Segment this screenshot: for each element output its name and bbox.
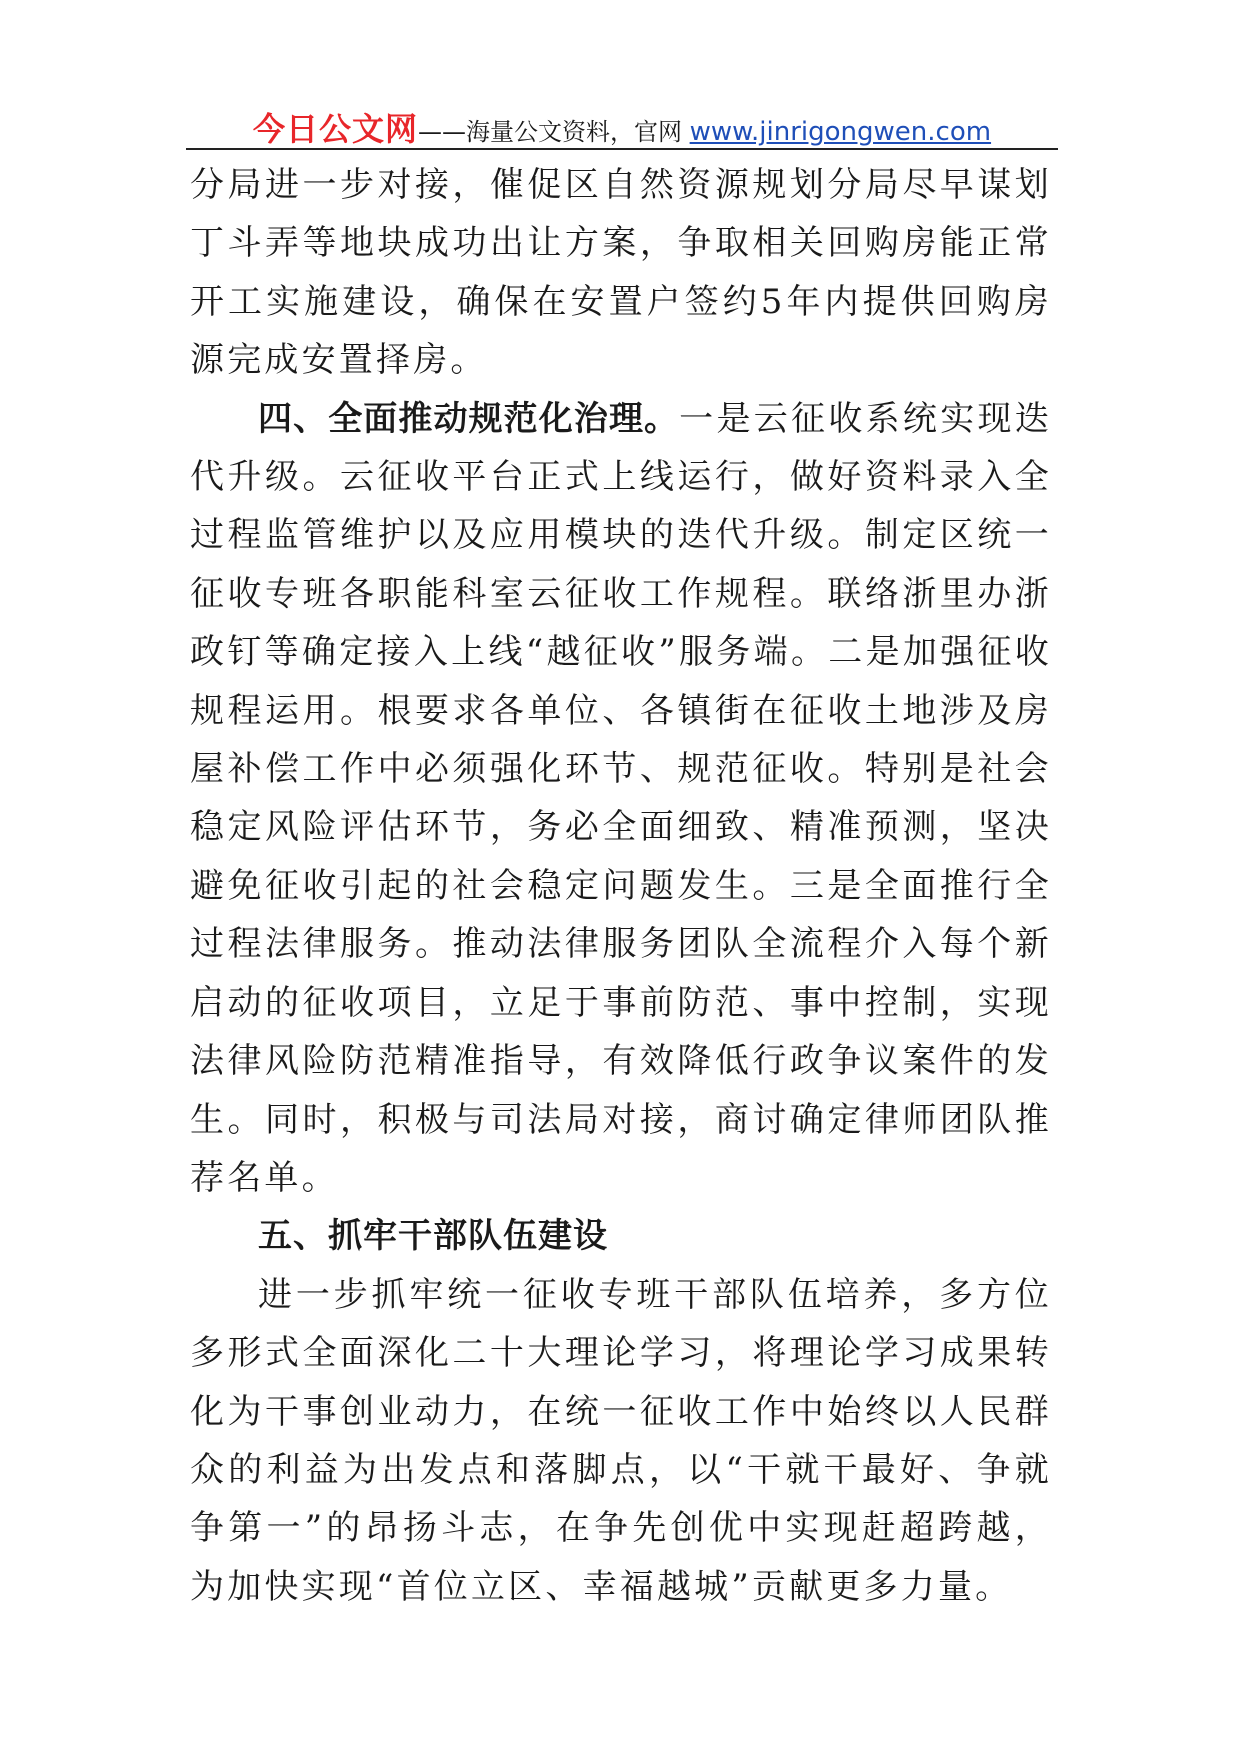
document-body (190, 156, 1052, 1616)
paragraph-continuation: 分局进一步对接，催促区自然资源规划分局尽早谋划丁斗弄等地块成功出让方案，争取相关回购房能正常开工实施建设，确保在安置户签约5年内提供回购房源完成安置择房。 (190, 165, 1052, 381)
page-header (186, 104, 1058, 150)
section-five-heading: 五、抓牢干部队伍建设 (258, 1216, 608, 1257)
site-brand: 今日公文网 (252, 110, 418, 148)
site-url-link[interactable]: www.jinrigongwen.com (689, 117, 992, 147)
paragraph-section-five-heading (190, 1207, 1052, 1265)
header-tagline: 海量公文资料，官网 (465, 118, 690, 146)
header-separator: —— (417, 118, 466, 146)
section-four-body: 一是云征收系统实现迭代升级。云征收平台正式上线运行，做好资料录入全过程监管维护以及应用模块的迭代升级。制定区统一征收专班各职能科室云征收工作规程。联络浙里办浙政钉等确定接入上线“越征收”服务端。二是加强征收规程运用。根要求各单位、各镇街在征收土地涉及房屋补偿工作中必须强化环节、规范征收。特别是社会稳定风险评估环节，务必全面细致、精准预测，坚决避免征收引起的社会稳定问题发生。三是全面推行全过程法律服务。推动法律服务团队全流程介入每个新启动的征收项目，立足于事前防范、事中控制，实现法律风险防范精准指导，有效降低行政争议案件的发生。同时，积极与司法局对接，商讨确定律师团队推荐名单。 (190, 398, 1053, 1198)
section-four-heading: 四、全面推动规范化治理。 (258, 398, 680, 439)
paragraph-section-four (190, 390, 1052, 1208)
paragraph-section-five-body: 进一步抓牢统一征收专班干部队伍培养，多方位多形式全面深化二十大理论学习，将理论学习成果转化为干事创业动力，在统一征收工作中始终以人民群众的利益为出发点和落脚点，以“干就干最好、争就争第一”的昂扬斗志，在争先创优中实现赶超跨越，为加快实现“首位立区、幸福越城”贡献更多力量。 (190, 1274, 1052, 1607)
